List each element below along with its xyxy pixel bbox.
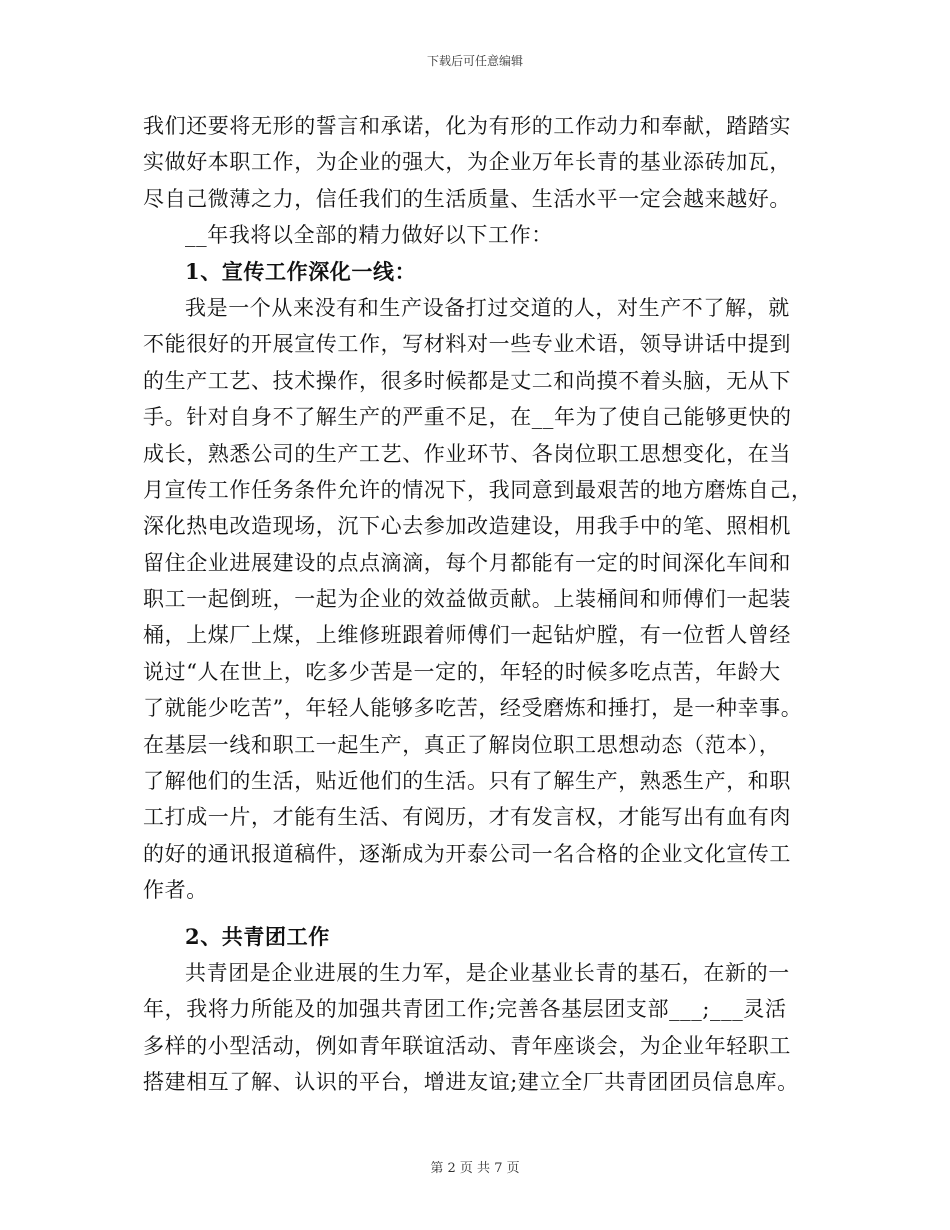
text-line: 尽自己微薄之力，信任我们的生活质量、生活水平一定会越来越好。 (143, 186, 791, 211)
text-line: 的好的通讯报道稿件，逐渐成为开泰公司一名合格的企业文化宣传工 (143, 841, 791, 866)
page-header-note: 下载后可任意编辑 (426, 54, 523, 68)
text-line: 职工一起倒班，一起为企业的效益做贡献。上装桶间和师傅们一起装 (143, 587, 791, 612)
text-line: 年，我将力所能及的加强共青团工作;完善各基层团支部___;___灵活 (143, 997, 787, 1022)
text-line: __年我将以全部的精力做好以下工作： (185, 223, 553, 248)
text-line: 了解他们的生活，贴近他们的生活。只有了解生产，熟悉生产，和职 (143, 769, 791, 794)
text-line: 月宣传工作任务条件允许的情况下，我同意到最艰苦的地方磨炼自己， (143, 477, 813, 502)
text-line: 在基层一线和职工一起生产，真正了解岗位职工思想动态（范本）， (143, 732, 781, 757)
text-line: 工打成一片，才能有生活、有阅历，才有发言权，才能写出有血有肉 (143, 805, 791, 830)
text-line: 深化热电改造现场，沉下心去参加改造建设，用我手中的笔、照相机 (143, 514, 791, 539)
text-line: 的生产工艺、技术操作，很多时候都是丈二和尚摸不着头脑，无从下 (143, 368, 791, 393)
paragraph-gap (143, 909, 807, 919)
text-line: 作者。 (143, 878, 208, 903)
text-line: 实做好本职工作，为企业的强大，为企业万年长青的基业添砖加瓦， (143, 150, 791, 175)
page-number: 第 2 页 共 7 页 (430, 1161, 520, 1176)
document-body (143, 108, 813, 1101)
text-line: 桶，上煤厂上煤，上维修班跟着师傅们一起钻炉膛，有一位哲人曾经 (143, 623, 791, 648)
text-line: 成长，熟悉公司的生产工艺、作业环节、各岗位职工思想变化，在当 (143, 441, 791, 466)
text-line: 说过“人在世上，吃多少苦是一定的，年轻的时候多吃点苦，年龄大 (143, 659, 781, 684)
text-line: 留住企业进展建设的点点滴滴，每个月都能有一定的时间深化车间和 (143, 550, 791, 575)
text-line: 了就能少吃苦”，年轻人能够多吃苦，经受磨炼和捶打，是一种幸事。 (143, 696, 803, 721)
text-line: 手。针对自身不了解生产的严重不足，在__年为了使自己能够更快的 (143, 405, 792, 430)
text-line: 搭建相互了解、认识的平台，增进友谊;建立全厂共青团团员信息库。 (143, 1070, 799, 1095)
section-heading: 1、宣传工作深化一线： (185, 258, 417, 284)
text-line: 多样的小型活动，例如青年联谊活动、青年座谈会，为企业年轻职工 (143, 1033, 791, 1058)
text-line: 我是一个从来没有和生产设备打过交道的人，对生产不了解，就 (185, 295, 790, 320)
section-heading: 2、共青团工作 (185, 923, 330, 949)
text-line: 共青团是企业进展的生力军，是企业基业长青的基石，在新的一 (185, 960, 790, 985)
text-line: 我们还要将无形的誓言和承诺，化为有形的工作动力和奉献，踏踏实 (143, 114, 791, 138)
text-line: 不能很好的开展宣传工作，写材料对一些专业术语，领导讲话中提到 (143, 332, 791, 357)
